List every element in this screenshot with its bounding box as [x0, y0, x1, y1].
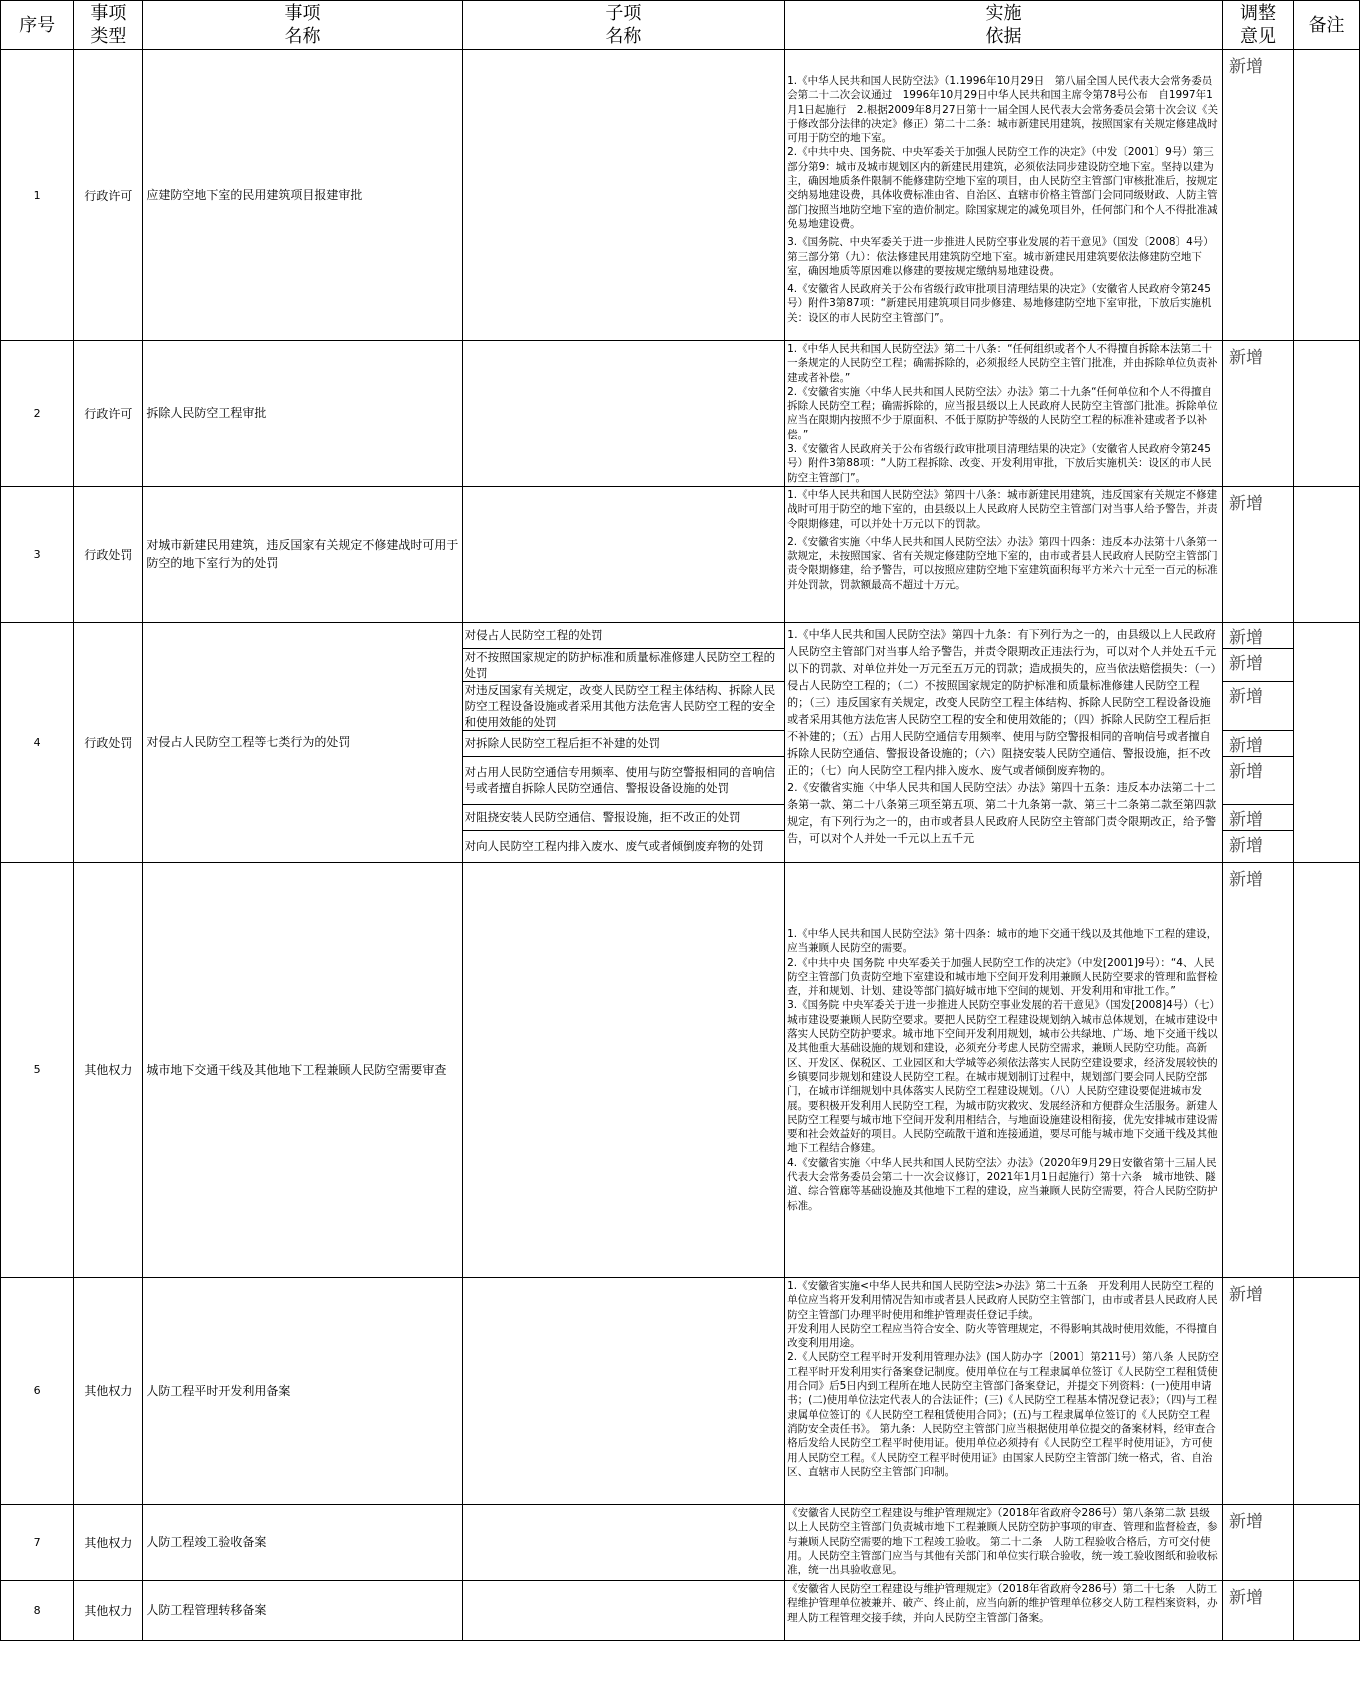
- row-seq: 3: [1, 486, 74, 622]
- header-subitem: 子项 名称: [462, 1, 784, 50]
- row-adjustment: 新增: [1222, 648, 1293, 681]
- table-row: [1, 622, 1360, 648]
- row-seq: 2: [1, 341, 74, 487]
- row-adjustment: 新增: [1222, 756, 1293, 804]
- header-note: 备注: [1294, 1, 1360, 50]
- row-note: [1294, 50, 1360, 341]
- header-name: 事项 名称: [143, 1, 462, 50]
- row-adjustment: 新增: [1222, 681, 1293, 730]
- row-seq: 5: [1, 862, 74, 1277]
- row-name: 人防工程竣工验收备案: [143, 1504, 462, 1580]
- table-row: [1, 1277, 1360, 1504]
- subitem-cell: 对侵占人民防空工程的处罚: [462, 622, 784, 648]
- row-subitem: [462, 1504, 784, 1580]
- subitem-cell: 对阻挠安装人民防空通信、警报设施，拒不改正的处罚: [462, 804, 784, 830]
- basis-paragraph: 1.《中华人民共和国人民防空法》第四十九条：有下列行为之一的，由县级以上人民政府人民防空主管部门对当事人给予警告，并责令限期改正违法行为，可以对个人并处五千元以下的罚款、对单位并处一万元至五万元的罚款；造成损失的，应当依法赔偿损失：（一）侵占人民防空工程的；（二）不按照国家规定的防护标准和质量标准修建人民防空工程的；（三）违反国家有关规定，改变人民防空工程主体结构、拆除人民防空工程设备设施或者采用其他方法危害人民防空工程的安全和使用效能的；（四）拆除人民防空工程后拒不补建的；（五）占用人民防空通信专用频率、使用与防空警报相同的音响信号或者擅自拆除人民防空通信、警报设备设施的；（六）阻挠安装人民防空通信、警报设施，拒不改正的；（七）向人民防空工程内排入废水、废气或者倾倒废弃物的。 2.《安徽省实施〈中华人民共和国人民防空法〉办法》第四十五条：违反本办法第二十二条第一款、第二十八条第三项至第五项、第二十九条第一款、第三十二条第二款至第四款规定，有下列行为之一的，由市或者县人民政府人民防空主管部门责令限期改正，给予警告，可以对个人并处一千元以上五千元: [787, 627, 1217, 845]
- row-name: 城市地下交通干线及其他地下工程兼顾人民防空需要审查: [143, 862, 462, 1277]
- basis-paragraph: 《安徽省人民防空工程建设与维护管理规定》（2018年省政府令286号）第二十七条 人防工程维护管理单位被兼并、破产、终止前，应当向新的维护管理单位移交人防工程档案资料，办理人防工程管理交接手续，并向人民防空主管部门备案。: [787, 1582, 1218, 1624]
- row-name: 人防工程管理转移备案: [143, 1580, 462, 1640]
- row-adjustment: 新增: [1222, 622, 1293, 648]
- row-note: [1294, 622, 1360, 862]
- row-type: 其他权力: [74, 1580, 143, 1640]
- row-type: 行政处罚: [74, 622, 143, 862]
- row-note: [1294, 341, 1360, 487]
- row-name: 对侵占人民防空工程等七类行为的处罚: [143, 622, 462, 862]
- row-adjustment: 新增: [1222, 804, 1293, 830]
- row-seq: 7: [1, 1504, 74, 1580]
- basis-paragraph: 1.《中华人民共和国人民防空法》第十四条：城市的地下交通干线以及其他地下工程的建设，应当兼顾人民防空的需要。 2.《中共中央 国务院 中央军委关于加强人民防空工作的决定》（中发[2001]9号）：“4、人民防空主管部门负责防空地下室建设和城市地下空间开发利用兼顾人民防空要求的管理和监督检查，并和规划、计划、建设等部门搞好城市地下空间的规划、开发利用和审批工作。” 3.《国务院 中央军委关于进一步推进人民防空事业发展的若干意见》（国发[2008]4号）（七）城市建设要兼顾人民防空要求。要把人民防空工程建设规划纳入城市总体规划，在城市建设中落实人民防空防护要求。城市地下空间开发利用规划，城市公共绿地、广场、地下交通干线以及其他重大基础设施的规划和建设，必须充分考虑人民防空需求，兼顾人民防空功能。高新区、开发区、保税区、工业园区和大学城等必须依法落实人民防空建设要求，经济发展较快的乡镇要同步规划和建设人民防空工程。在城市规划制订过程中，规划部门要会同人民防空部门，在城市详细规划中具体落实人民防空工程建设规划。（八）人民防空建设要促进城市发展。要积极开发利用人民防空工程，为城市防灾救灾、发展经济和方便群众生活服务。新建人民防空工程要与城市地下空间开发利用相结合，与地面设施建设相衔接，优先安排城市建设需要和社会效益好的项目。人民防空疏散干道和连接通道，要尽可能与城市地下交通干线及其他地下工程结合修建。 4.《安徽省实施〈中华人民共和国人民防空法〉办法》（2020年9月29日安徽省第十三届人民代表大会常务委员会第二十一次会议修订，2021年1月1日起施行）第十六条 城市地铁、隧道、综合管廊等基础设施及其他地下工程的建设，应当兼顾人民防空需要，符合人民防空防护标准。: [787, 928, 1218, 1212]
- row-seq: 4: [1, 622, 74, 862]
- table-row: [1, 341, 1360, 487]
- row-basis: [785, 622, 1223, 862]
- row-adjustment: 新增: [1222, 862, 1293, 1277]
- row-type: 其他权力: [74, 862, 143, 1277]
- table-row: [1, 486, 1360, 622]
- row-name: 人防工程平时开发利用备案: [143, 1277, 462, 1504]
- header-seq: 序号: [1, 1, 74, 50]
- subitem-cell: 对违反国家有关规定，改变人民防空工程主体结构、拆除人民防空工程设备设施或者采用其他方法危害人民防空工程的安全和使用效能的处罚: [462, 681, 784, 730]
- subitem-cell: 对占用人民防空通信专用频率、使用与防空警报相同的音响信号或者擅自拆除人民防空通信、警报设备设施的处罚: [462, 756, 784, 804]
- table-row: [1, 1580, 1360, 1640]
- row-subitem: [462, 1277, 784, 1504]
- row-type: 行政许可: [74, 50, 143, 341]
- row-type: 其他权力: [74, 1504, 143, 1580]
- row-subitem: [462, 862, 784, 1277]
- basis-paragraph: 《安徽省人民防空工程建设与维护管理规定》（2018年省政府令286号）第八条第二款 县级以上人民防空主管部门负责城市地下工程兼顾人民防空防护事项的审查、管理和监督检查，参与兼顾人民防空需要的地下工程竣工验收。 第二十二条 人防工程验收合格后，方可交付使用。人民防空主管部门应当与其他有关部门和单位实行联合验收，统一竣工验收图纸和验收标准，统一出具验收意见。: [787, 1506, 1218, 1577]
- row-subitem: [462, 50, 784, 341]
- row-basis: [785, 1580, 1223, 1640]
- row-basis: [785, 341, 1223, 487]
- row-note: [1294, 486, 1360, 622]
- row-seq: 1: [1, 50, 74, 341]
- basis-paragraph: 1.《中华人民共和国人民防空法》（1.1996年10月29日 第八届全国人民代表大会常务委员会第二十二次会议通过 1996年10月29日中华人民共和国主席令第78号公布 自1997年1月1日起施行 2.根据2009年8月27日第十一届全国人民代表大会常务委员会第十次会议《关于修改部分法律的决定》修正）第二十二条：城市新建民用建筑，按照国家有关规定修建战时可用于防空的地下室。 2.《中共中央、国务院、中央军委关于加强人民防空工作的决定》（中发〔2001〕9号）第三部分第9：城市及城市规划区内的新建民用建筑，必须依法同步建设防空地下室。坚持以建为主，确因地质条件限制不能修建防空地下室的项目，由人民防空主管部门审核批准后，按规定交纳易地建设费，具体收费标准由省、自治区、直辖市价格主管部门会同同级财政、人防主管部门按照当地防空地下室的造价制定。除国家规定的减免项目外，任何部门和个人不得批准减免易地建设费。: [787, 74, 1219, 230]
- basis-paragraph: 1.《安徽省实施<中华人民共和国人民防空法>办法》第二十五条 开发利用人民防空工程的单位应当将开发利用情况告知市或者县人民政府人民防空主管部门，由市或者县人民政府人民防空主管部门办理平时使用和维护管理责任登记手续。 开发利用人民防空工程应当符合安全、防火等管理规定，不得影响其战时使用效能，不得擅自改变利用用途。 2.《人民防空工程平时开发利用管理办法》(国人防办字〔2001〕第211号）第八条 人民防空工程平时开发利用实行备案登记制度。使用单位在与工程隶属单位签订《人民防空工程租赁使用合同》后5日内到工程所在地人民防空主管部门备案登记，并提交下列资料：(一)使用申请书；(二)使用单位法定代表人的合法证件；(三)《人民防空工程基本情况登记表》；（四)与工程隶属单位签订的《人民防空工程租赁使用合同》；(五)与工程隶属单位签订的《人民防空工程消防安全责任书》。 第九条：人民防空主管部门应当根据使用单位提交的备案材料，经审查合格后发给人民防空工程平时使用证。使用单位必须持有《人民防空工程平时使用证》，方可使用人民防空工程。《人民防空工程平时使用证》由国家人民防空主管部门统一格式，省、自治区、直辖市人民防空主管部门印制。: [787, 1279, 1219, 1478]
- row-adjustment: 新增: [1222, 730, 1293, 756]
- row-seq: 6: [1, 1277, 74, 1504]
- subitem-cell: 对不按照国家规定的防护标准和质量标准修建人民防空工程的处罚: [462, 648, 784, 681]
- header-basis: 实施 依据: [785, 1, 1223, 50]
- row-name: 应建防空地下室的民用建筑项目报建审批: [143, 50, 462, 341]
- row-note: [1294, 862, 1360, 1277]
- basis-paragraph: 4.《安徽省人民政府关于公布省级行政审批项目清理结果的决定》（安徽省人民政府令第245号）附件3第87项：“新建民用建筑项目同步修建、易地修建防空地下室审批，下放后实施机关：设区的市人民防空主管部门”。: [787, 283, 1212, 324]
- row-note: [1294, 1504, 1360, 1580]
- row-basis: [785, 1504, 1223, 1580]
- table-row: [1, 50, 1360, 341]
- row-type: 行政处罚: [74, 486, 143, 622]
- header-adjustment: 调整 意见: [1222, 1, 1293, 50]
- row-type: 行政许可: [74, 341, 143, 487]
- basis-paragraph: 1.《中华人民共和国人民防空法》第四十八条：城市新建民用建筑，违反国家有关规定不修建战时可用于防空的地下室的，由县级以上人民政府人民防空主管部门对当事人给予警告，并责令限期修建，可以并处十万元以下的罚款。: [787, 488, 1218, 530]
- table-row: [1, 862, 1360, 1277]
- row-subitem: [462, 1580, 784, 1640]
- row-basis: [785, 862, 1223, 1277]
- basis-paragraph: 3.《国务院、中央军委关于进一步推进人民防空事业发展的若干意见》（国发〔2008〕4号）第三部分第（九）：依法修建民用建筑防空地下室。城市新建民用建筑要依法修建防空地下室，确因地质等原因难以修建的要按规定缴纳易地建设费。: [787, 236, 1214, 277]
- row-subitem: [462, 486, 784, 622]
- row-adjustment: 新增: [1222, 486, 1293, 622]
- basis-paragraph: 1.《中华人民共和国人民防空法》第二十八条：“任何组织或者个人不得擅自拆除本法第二十一条规定的人民防空工程；确需拆除的，必须报经人民防空主管门批准，并由拆除单位负责补建或者补偿。” 2.《安徽省实施〈中华人民共和国人民防空法〉办法》第二十九条“任何单位和个人不得擅自拆除人民防空工程；确需拆除的，应当报县级以上人民政府人民防空主管部门批准。拆除单位应当在限期内按照不少于原面积、不低于原防护等级的人民防空工程的标准补建或者予以补偿。” 3.《安徽省人民政府关于公布省级行政审批项目清理结果的决定》（安徽省人民政府令第245号）附件3第88项：“人防工程拆除、改变、开发利用审批，下放后实施机关：设区的市人民防空主管部门”。: [787, 343, 1218, 484]
- row-adjustment: 新增: [1222, 50, 1293, 341]
- row-note: [1294, 1277, 1360, 1504]
- row-type: 其他权力: [74, 1277, 143, 1504]
- subitem-cell: 对拆除人民防空工程后拒不补建的处罚: [462, 730, 784, 756]
- row-basis: [785, 486, 1223, 622]
- row-adjustment: 新增: [1222, 1277, 1293, 1504]
- row-subitem: [462, 341, 784, 487]
- table-row: [1, 1504, 1360, 1580]
- row-adjustment: 新增: [1222, 1580, 1293, 1640]
- row-basis: [785, 50, 1223, 341]
- subitem-cell: 对向人民防空工程内排入废水、废气或者倾倒废弃物的处罚: [462, 830, 784, 862]
- row-adjustment: 新增: [1222, 830, 1293, 862]
- basis-paragraph: 2.《安徽省实施〈中华人民共和国人民防空法〉办法》第四十四条：违反本办法第十八条第一款规定，未按照国家、省有关规定修建防空地下室的，由市或者县人民政府人民防空主管部门责令限期修建，给予警告，可以按照应建防空地下室建筑面积每平方米六十元至一百元的标准并处罚款，罚款额最高不超过十万元。: [787, 535, 1218, 591]
- row-adjustment: 新增: [1222, 341, 1293, 487]
- row-seq: 8: [1, 1580, 74, 1640]
- header-type: 事项 类型: [74, 1, 143, 50]
- row-basis: [785, 1277, 1223, 1504]
- header-row: [1, 1, 1360, 50]
- row-name: 对城市新建民用建筑，违反国家有关规定不修建战时可用于防空的地下室行为的处罚: [143, 486, 462, 622]
- row-name: 拆除人民防空工程审批: [143, 341, 462, 487]
- row-note: [1294, 1580, 1360, 1640]
- row-adjustment: 新增: [1222, 1504, 1293, 1580]
